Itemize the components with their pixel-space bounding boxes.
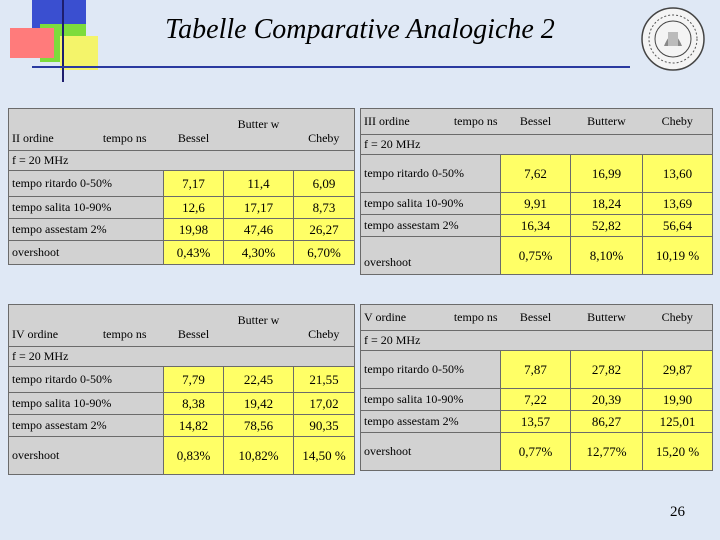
frequency-label: f = 20 MHz [9,151,355,171]
value-bessel: 19,98 [164,219,224,241]
value-butterworth: 16,99 [571,155,643,193]
col-header-cheby: Cheby [643,109,713,135]
col-header-butterworth: Butterw [571,305,643,331]
comparison-table-iv-ordine [8,304,355,475]
row-label: tempo salita 10-90% [9,197,164,219]
table-row [9,197,355,219]
col-header-bessel: Bessel [501,109,571,135]
value-butterworth: 22,45 [224,367,294,393]
frequency-row [361,331,713,351]
row-label: tempo salita 10-90% [361,193,501,215]
page-title: Tabelle Comparative Analogiche 2 [165,14,555,45]
frequency-row [9,151,355,171]
value-butterworth: 52,82 [571,215,643,237]
time-unit-label: tempo ns [102,327,147,341]
page-number: 26 [670,504,685,520]
value-cheby: 8,73 [294,197,355,219]
frequency-label: f = 20 MHz [361,331,713,351]
row-label: overshoot [361,433,501,471]
title-underline [32,66,630,68]
value-butterworth: 86,27 [571,411,643,433]
value-butterworth: 11,4 [224,171,294,197]
table-row [9,437,355,475]
value-bessel: 7,17 [164,171,224,197]
row-label: tempo assestam 2% [9,219,164,241]
value-cheby: 125,01 [643,411,713,433]
table-row [361,433,713,471]
table-row [9,241,355,265]
value-butterworth: 18,24 [571,193,643,215]
table-row [9,219,355,241]
comparison-table-ii-ordine [8,108,355,265]
value-cheby: 6,70% [294,241,355,265]
value-butterworth: 27,82 [571,351,643,389]
value-bessel: 8,38 [164,393,224,415]
table-header-row [361,305,713,331]
table-row [9,171,355,197]
table-row [361,389,713,411]
order-cell [9,109,164,151]
row-label: tempo ritardo 0-50% [361,351,501,389]
col-header-cheby: Cheby [294,109,355,151]
table-row [361,215,713,237]
value-bessel: 14,82 [164,415,224,437]
table-row [9,415,355,437]
row-label: tempo assestam 2% [361,215,501,237]
col-header-butterworth: Butter w [224,109,294,151]
value-bessel: 7,22 [501,389,571,411]
order-cell [361,305,501,331]
value-butterworth: 78,56 [224,415,294,437]
table-row [361,155,713,193]
col-header-butterworth: Butterw [571,109,643,135]
table-header-row [9,109,355,151]
row-label: tempo ritardo 0-50% [9,367,164,393]
col-header-bessel: Bessel [164,305,224,347]
university-seal-icon [640,6,706,72]
value-cheby: 15,20 % [643,433,713,471]
value-bessel: 13,57 [501,411,571,433]
value-bessel: 0,75% [501,237,571,275]
table-header-row [9,305,355,347]
row-label: tempo ritardo 0-50% [9,171,164,197]
value-cheby: 13,60 [643,155,713,193]
row-label: tempo assestam 2% [9,415,164,437]
table-row [9,393,355,415]
value-bessel: 16,34 [501,215,571,237]
value-cheby: 90,35 [294,415,355,437]
value-bessel: 7,87 [501,351,571,389]
value-butterworth: 47,46 [224,219,294,241]
value-cheby: 29,87 [643,351,713,389]
row-label: tempo ritardo 0-50% [361,155,501,193]
table-row [361,411,713,433]
time-unit-label: tempo ns [453,114,498,128]
table-row [361,237,713,275]
table-row [9,367,355,393]
value-cheby: 26,27 [294,219,355,241]
order-cell [361,109,501,135]
col-header-bessel: Bessel [501,305,571,331]
value-bessel: 7,79 [164,367,224,393]
value-butterworth: 10,82% [224,437,294,475]
value-cheby: 19,90 [643,389,713,411]
order-label: II ordine [12,131,54,145]
value-cheby: 13,69 [643,193,713,215]
value-bessel: 9,91 [501,193,571,215]
row-label: overshoot [361,237,501,275]
order-label: V ordine [364,310,407,324]
table-row [361,193,713,215]
value-bessel: 12,6 [164,197,224,219]
value-bessel: 7,62 [501,155,571,193]
order-label: IV ordine [12,327,59,341]
value-cheby: 17,02 [294,393,355,415]
value-butterworth: 12,77% [571,433,643,471]
value-cheby: 10,19 % [643,237,713,275]
frequency-label: f = 20 MHz [9,347,355,367]
value-cheby: 14,50 % [294,437,355,475]
logo-square-yellow [60,36,98,70]
order-label: III ordine [364,114,410,128]
value-cheby: 21,55 [294,367,355,393]
value-cheby: 56,64 [643,215,713,237]
value-butterworth: 4,30% [224,241,294,265]
value-butterworth: 17,17 [224,197,294,219]
value-bessel: 0,43% [164,241,224,265]
comparison-table-iii-ordine [360,108,713,275]
frequency-label: f = 20 MHz [361,135,713,155]
row-label: tempo salita 10-90% [9,393,164,415]
col-header-bessel: Bessel [164,109,224,151]
time-unit-label: tempo ns [102,131,147,145]
frequency-row [361,135,713,155]
col-header-butterworth: Butter w [224,305,294,347]
row-label: overshoot [9,437,164,475]
logo-square-red [10,28,54,58]
row-label: tempo assestam 2% [361,411,501,433]
table-row [361,351,713,389]
value-bessel: 0,83% [164,437,224,475]
value-bessel: 0,77% [501,433,571,471]
value-butterworth: 20,39 [571,389,643,411]
comparison-table-v-ordine [360,304,713,471]
frequency-row [9,347,355,367]
value-cheby: 6,09 [294,171,355,197]
col-header-cheby: Cheby [294,305,355,347]
value-butterworth: 19,42 [224,393,294,415]
order-cell [9,305,164,347]
col-header-cheby: Cheby [643,305,713,331]
logo-vertical-rule [62,0,64,82]
row-label: overshoot [9,241,164,265]
table-header-row [361,109,713,135]
row-label: tempo salita 10-90% [361,389,501,411]
value-butterworth: 8,10% [571,237,643,275]
time-unit-label: tempo ns [453,310,498,324]
